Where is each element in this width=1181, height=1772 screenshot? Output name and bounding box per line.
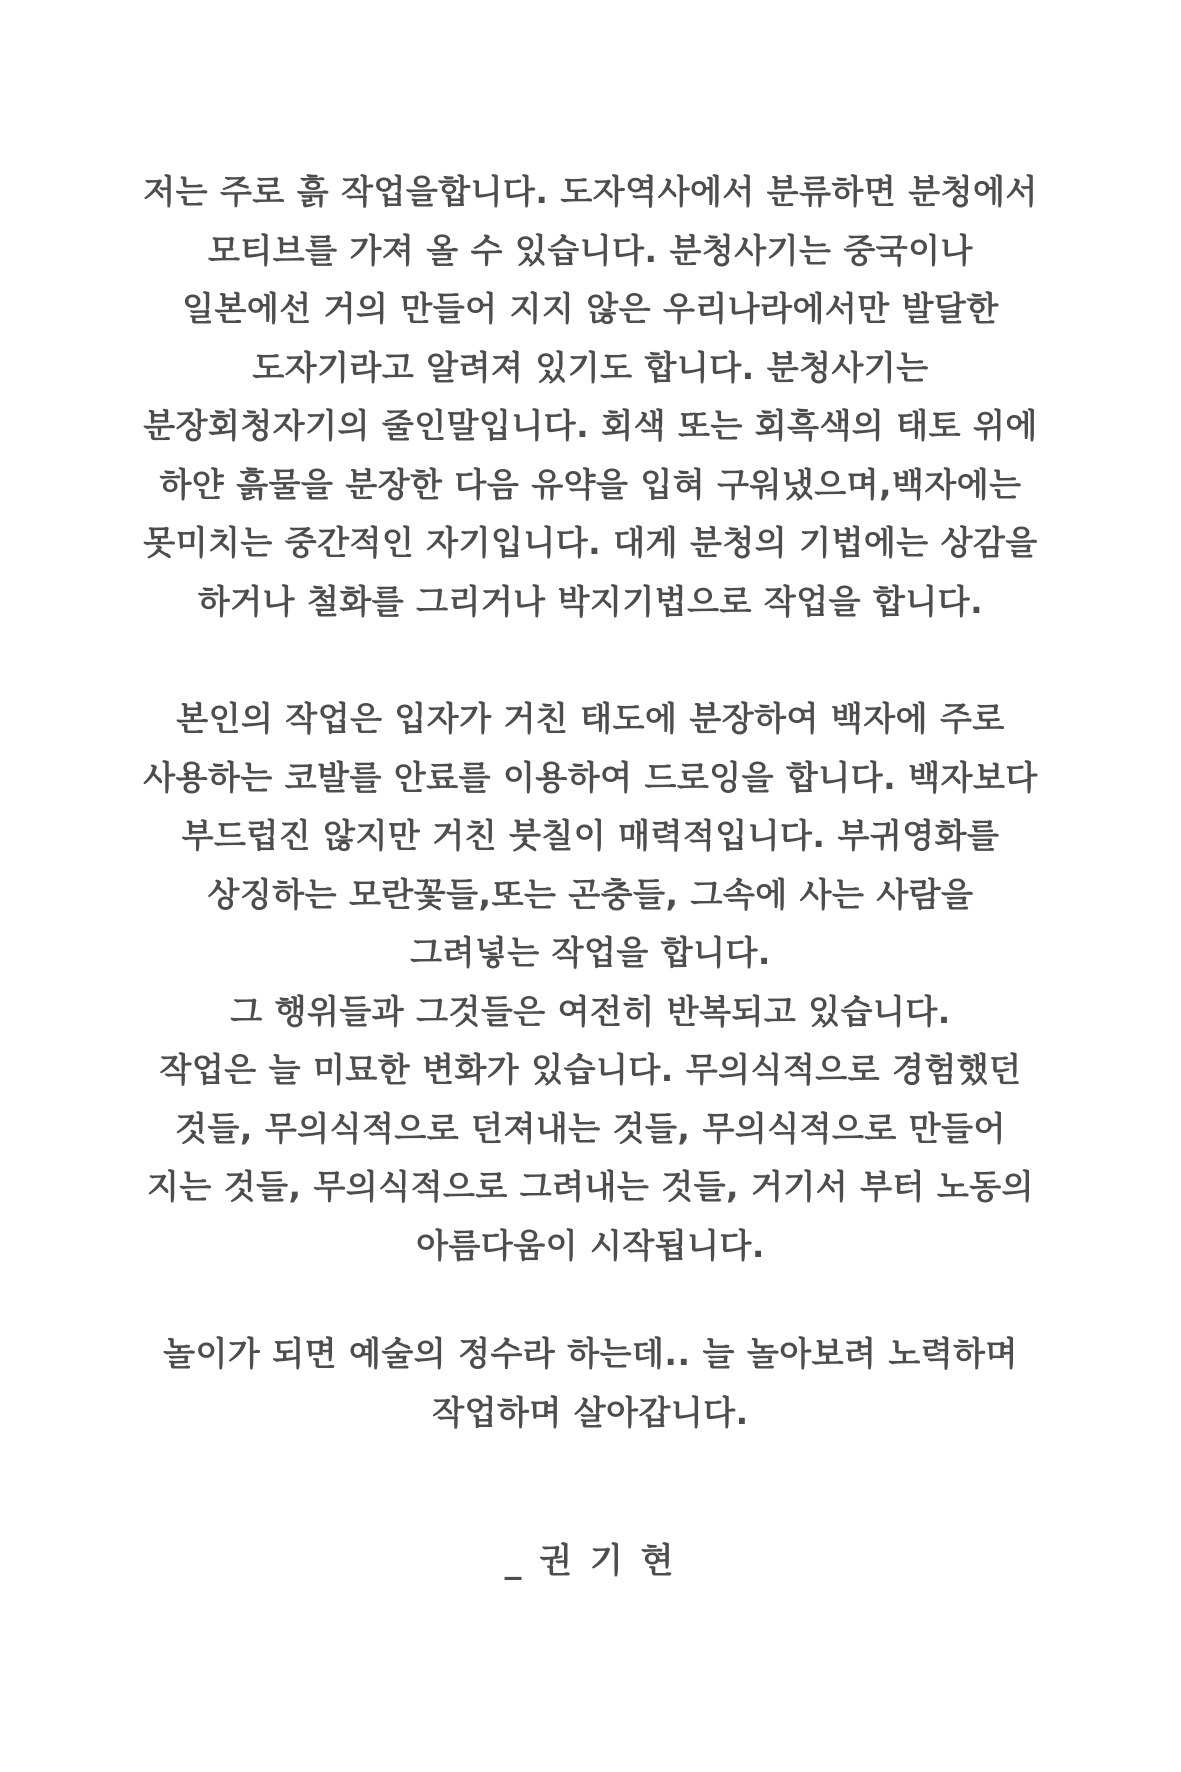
- paragraph-3: [60, 1325, 1121, 1442]
- text-line: 하거나 철화를 그리거나 박지기법으로 작업을 합니다.: [197, 581, 984, 621]
- text-line: 그려넣는 작업을 합니다.: [410, 933, 771, 972]
- text-line: 못미치는 중간적인 자기입니다. 대게 분청의 기법에는 상감을: [143, 523, 1038, 562]
- text-line: 지는 것들, 무의식적으로 그려내는 것들, 거기서 부터 노동의: [146, 1167, 1035, 1206]
- text-line: 사용하는 코발를 안료를 이용하여 드로잉을 합니다. 백자보다: [143, 757, 1038, 797]
- paragraph-1: [60, 163, 1121, 631]
- text-line: 분장회청자기의 줄인말입니다. 회색 또는 회흑색의 태토 위에: [143, 406, 1038, 445]
- text-line: 모티브를 가져 올 수 있습니다. 분청사기는 중국이나: [208, 230, 973, 270]
- artist-signature: _ 권 기 현: [504, 1541, 677, 1581]
- text-line: 상징하는 모란꽃들,또는 곤충들, 그속에 사는 사람을: [207, 874, 974, 914]
- text-line: 작업은 늘 미묘한 변화가 있습니다. 무의식적으로 경험했던: [159, 1050, 1022, 1089]
- text-line: 작업하며 살아갑니다.: [432, 1392, 749, 1432]
- text-line: 일본에선 거의 만들어 지지 않은 우리나라에서만 발달한: [182, 289, 999, 328]
- text-line: 저는 주로 흙 작업을합니다. 도자역사에서 분류하면 분청에서: [143, 172, 1038, 211]
- paragraph-2: [60, 690, 1121, 1275]
- text-line: 아름다움이 시작됩니다.: [416, 1225, 765, 1265]
- text-line: 놀이가 되면 예술의 정수라 하는데.. 늘 놀아보려 노력하며: [163, 1334, 1018, 1373]
- text-line: 부드럽진 않지만 거친 붓칠이 매력적입니다. 부귀영화를: [181, 816, 1000, 855]
- text-line: 것들, 무의식적으로 던져내는 것들, 무의식적으로 만들어: [175, 1108, 1006, 1148]
- text-line: 본인의 작업은 입자가 거친 태도에 분장하여 백자에 주로: [176, 699, 1005, 738]
- text-line: 하얀 흙물을 분장한 다음 유약을 입혀 구워냈으며,백자에는: [159, 464, 1022, 504]
- text-line: 그 행위들과 그것들은 여전히 반복되고 있습니다.: [230, 991, 951, 1031]
- text-line: 도자기라고 알려져 있기도 합니다. 분청사기는: [252, 347, 929, 387]
